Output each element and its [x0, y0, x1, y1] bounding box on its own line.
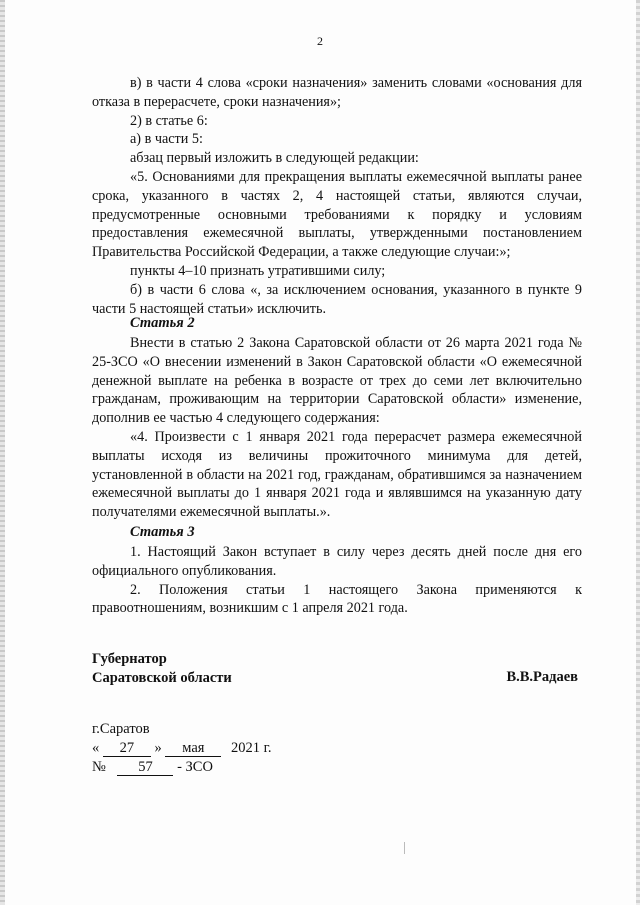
date-month: мая — [165, 741, 221, 757]
open-quote: « — [92, 740, 100, 756]
paragraph: 2) в статье 6: — [130, 112, 208, 129]
amendments-section — [92, 74, 582, 318]
paragraph: а) в части 5: — [130, 131, 203, 148]
law-number-suffix: - ЗСО — [177, 759, 213, 775]
page-number: 2 — [317, 34, 323, 48]
signatory-title — [92, 650, 232, 688]
article-3-body — [92, 543, 582, 618]
signatory-name: В.В.Радаев — [506, 669, 578, 685]
law-number: 57 — [117, 760, 173, 776]
law-number-line — [92, 758, 272, 777]
date-year: 2021 г. — [231, 740, 272, 756]
paragraph: б) в части 6 слова «, за исключением основания, указанного в пункте 9 части 5 настоящей статьи» исключить. — [92, 281, 582, 317]
paragraph: пункты 4–10 признать утратившими силу; — [130, 262, 386, 279]
place-and-date — [92, 720, 272, 777]
paragraph: в) в части 4 слова «сроки назначения» заменить словами «основания для отказа в перерасчете, сроки назначения»; — [92, 75, 582, 110]
scan-mark — [404, 842, 405, 854]
paragraph: «5. Основаниями для прекращения выплаты ежемесячной выплаты ранее срока, указанного в частях 2, 4 настоящей статьи, являются случаи, предусмотренные основными требованиями к порядку и условиям предоставления ежемесячной выплаты, утвержденными постановлением Правительства Российской Федерации, а также следующие случаи:»; — [92, 168, 582, 261]
number-sign: № — [92, 759, 106, 775]
scan-edge-right — [636, 0, 640, 905]
city: г.Саратов — [92, 721, 150, 737]
close-quote: » — [154, 740, 162, 756]
article-3-heading: Статья 3 — [130, 524, 195, 540]
scan-edge-left — [0, 0, 5, 905]
date-day: 27 — [103, 741, 151, 757]
article-2-heading: Статья 2 — [130, 315, 195, 331]
paragraph: Внести в статью 2 Закона Саратовской области от 26 марта 2021 года № 25-ЗСО «О внесении изменений в Закон Саратовской области «О ежемесячной денежной выплате на ребенка в возрасте от трех до семи лет включительно гражданам, проживающим на территории Саратовской области» изменение, дополнив ее частью 4 следующего содержания: — [92, 335, 582, 427]
paragraph: 2. Положения статьи 1 настоящего Закона применяются к правоотношениям, возникшим с 1 апреля 2021 года. — [92, 581, 582, 617]
paragraph: абзац первый изложить в следующей редакции: — [130, 150, 419, 167]
paragraph: 1. Настоящий Закон вступает в силу через десять дней после дня его официального опубликования. — [92, 544, 582, 579]
paragraph: «4. Произвести с 1 января 2021 года перерасчет размера ежемесячной выплаты исходя из величины прожиточного минимума для детей, установленной в области на 2021 год, гражданам, обратившимся за назначением ежемесячной выплаты до 1 января 2021 года и являвшимся на указанную дату получателями ежемесячной выплаты.». — [92, 428, 582, 521]
signatory-title-line2: Саратовской области — [92, 670, 232, 686]
signatory-title-line1: Губернатор — [92, 651, 167, 667]
article-2-body — [92, 334, 582, 522]
date-line — [92, 739, 272, 758]
